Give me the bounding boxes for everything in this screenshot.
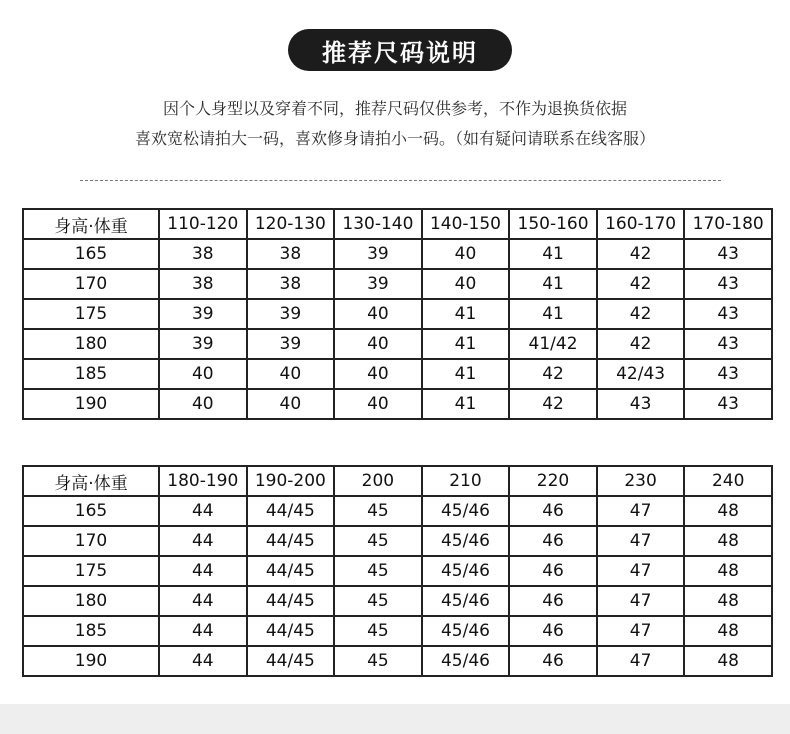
size-cell: 46 bbox=[509, 586, 597, 616]
size-cell: 42 bbox=[509, 389, 597, 419]
table-header-row bbox=[23, 466, 772, 496]
height-cell: 170 bbox=[23, 526, 159, 556]
size-cell: 47 bbox=[597, 616, 685, 646]
size-cell: 48 bbox=[684, 586, 772, 616]
header-weight-range: 210 bbox=[422, 466, 510, 496]
height-cell: 185 bbox=[23, 616, 159, 646]
size-cell: 44/45 bbox=[247, 526, 335, 556]
size-cell: 44 bbox=[159, 586, 247, 616]
size-cell: 41 bbox=[509, 299, 597, 329]
size-cell: 46 bbox=[509, 526, 597, 556]
table-row bbox=[23, 496, 772, 526]
size-cell: 45 bbox=[334, 616, 422, 646]
dashed-divider bbox=[80, 180, 721, 181]
table-row bbox=[23, 616, 772, 646]
size-cell: 44 bbox=[159, 496, 247, 526]
header-weight-range: 130-140 bbox=[334, 209, 422, 239]
table-row bbox=[23, 586, 772, 616]
header-weight-range: 190-200 bbox=[247, 466, 335, 496]
header-weight-range: 220 bbox=[509, 466, 597, 496]
table-row bbox=[23, 526, 772, 556]
size-cell: 45/46 bbox=[422, 526, 510, 556]
header-weight-range: 180-190 bbox=[159, 466, 247, 496]
size-cell: 38 bbox=[247, 269, 335, 299]
size-cell: 39 bbox=[159, 299, 247, 329]
size-cell: 47 bbox=[597, 526, 685, 556]
size-cell: 45/46 bbox=[422, 496, 510, 526]
header-weight-range: 200 bbox=[334, 466, 422, 496]
height-cell: 190 bbox=[23, 389, 159, 419]
size-cell: 46 bbox=[509, 646, 597, 676]
size-cell: 45/46 bbox=[422, 646, 510, 676]
table-row bbox=[23, 299, 772, 329]
size-cell: 39 bbox=[159, 329, 247, 359]
size-table-2 bbox=[22, 465, 773, 677]
size-cell: 40 bbox=[334, 329, 422, 359]
size-cell: 41 bbox=[509, 269, 597, 299]
size-cell: 44/45 bbox=[247, 496, 335, 526]
size-note-fit-advice: 喜欢宽松请拍大一码，喜欢修身请拍小一码。（如有疑问请联系在线客服） bbox=[134, 129, 655, 148]
size-cell: 44/45 bbox=[247, 646, 335, 676]
table-row bbox=[23, 359, 772, 389]
size-cell: 43 bbox=[684, 269, 772, 299]
size-cell: 38 bbox=[247, 239, 335, 269]
header-weight-range: 240 bbox=[684, 466, 772, 496]
size-cell: 48 bbox=[684, 646, 772, 676]
size-cell: 42 bbox=[597, 299, 685, 329]
size-cell: 44/45 bbox=[247, 616, 335, 646]
header-height-weight: 身高·体重 bbox=[23, 466, 159, 496]
size-cell: 47 bbox=[597, 586, 685, 616]
size-cell: 45 bbox=[334, 646, 422, 676]
size-note-disclaimer: 因个人身型以及穿着不同，推荐尺码仅供参考，不作为退换货依据 bbox=[162, 99, 627, 118]
size-cell: 40 bbox=[422, 239, 510, 269]
size-cell: 43 bbox=[684, 239, 772, 269]
table-row bbox=[23, 556, 772, 586]
height-cell: 175 bbox=[23, 556, 159, 586]
size-cell: 41 bbox=[422, 389, 510, 419]
size-cell: 45/46 bbox=[422, 616, 510, 646]
size-cell: 44 bbox=[159, 646, 247, 676]
size-cell: 41 bbox=[422, 359, 510, 389]
table-row bbox=[23, 646, 772, 676]
height-cell: 180 bbox=[23, 329, 159, 359]
size-cell: 43 bbox=[684, 359, 772, 389]
height-cell: 170 bbox=[23, 269, 159, 299]
size-cell: 40 bbox=[159, 359, 247, 389]
size-cell: 48 bbox=[684, 526, 772, 556]
size-cell: 44 bbox=[159, 616, 247, 646]
size-cell: 44/45 bbox=[247, 556, 335, 586]
size-cell: 42 bbox=[597, 239, 685, 269]
size-cell: 42/43 bbox=[597, 359, 685, 389]
size-cell: 48 bbox=[684, 556, 772, 586]
size-cell: 40 bbox=[247, 389, 335, 419]
size-cell: 44 bbox=[159, 556, 247, 586]
size-cell: 44 bbox=[159, 526, 247, 556]
size-cell: 45 bbox=[334, 556, 422, 586]
height-cell: 185 bbox=[23, 359, 159, 389]
height-cell: 175 bbox=[23, 299, 159, 329]
size-cell: 41/42 bbox=[509, 329, 597, 359]
bottom-band bbox=[0, 704, 790, 734]
size-cell: 43 bbox=[684, 299, 772, 329]
size-cell: 40 bbox=[159, 389, 247, 419]
table-header-row bbox=[23, 209, 772, 239]
table-row bbox=[23, 239, 772, 269]
size-cell: 47 bbox=[597, 496, 685, 526]
size-cell: 47 bbox=[597, 646, 685, 676]
size-cell: 40 bbox=[334, 299, 422, 329]
size-cell: 45/46 bbox=[422, 556, 510, 586]
header-weight-range: 170-180 bbox=[684, 209, 772, 239]
size-cell: 41 bbox=[509, 239, 597, 269]
size-cell: 40 bbox=[334, 359, 422, 389]
size-cell: 43 bbox=[597, 389, 685, 419]
size-cell: 46 bbox=[509, 556, 597, 586]
size-cell: 39 bbox=[334, 269, 422, 299]
header-height-weight: 身高·体重 bbox=[23, 209, 159, 239]
size-cell: 39 bbox=[247, 329, 335, 359]
height-cell: 190 bbox=[23, 646, 159, 676]
size-table-1 bbox=[22, 208, 773, 420]
page-title: 推荐尺码说明 bbox=[288, 29, 512, 71]
size-cell: 39 bbox=[334, 239, 422, 269]
header-weight-range: 230 bbox=[597, 466, 685, 496]
size-cell: 43 bbox=[684, 329, 772, 359]
size-cell: 40 bbox=[334, 389, 422, 419]
size-cell: 44/45 bbox=[247, 586, 335, 616]
height-cell: 165 bbox=[23, 496, 159, 526]
size-cell: 42 bbox=[509, 359, 597, 389]
table-row bbox=[23, 269, 772, 299]
size-cell: 42 bbox=[597, 329, 685, 359]
header-weight-range: 160-170 bbox=[597, 209, 685, 239]
size-cell: 40 bbox=[247, 359, 335, 389]
size-cell: 38 bbox=[159, 239, 247, 269]
header-weight-range: 120-130 bbox=[247, 209, 335, 239]
size-cell: 46 bbox=[509, 616, 597, 646]
size-cell: 45 bbox=[334, 586, 422, 616]
size-cell: 43 bbox=[684, 389, 772, 419]
size-cell: 45 bbox=[334, 496, 422, 526]
size-cell: 45/46 bbox=[422, 586, 510, 616]
table-row bbox=[23, 329, 772, 359]
header-weight-range: 150-160 bbox=[509, 209, 597, 239]
size-cell: 39 bbox=[247, 299, 335, 329]
size-cell: 47 bbox=[597, 556, 685, 586]
table-row bbox=[23, 389, 772, 419]
size-cell: 48 bbox=[684, 496, 772, 526]
size-cell: 41 bbox=[422, 329, 510, 359]
size-cell: 38 bbox=[159, 269, 247, 299]
header-weight-range: 140-150 bbox=[422, 209, 510, 239]
size-cell: 45 bbox=[334, 526, 422, 556]
size-cell: 46 bbox=[509, 496, 597, 526]
size-cell: 48 bbox=[684, 616, 772, 646]
height-cell: 180 bbox=[23, 586, 159, 616]
size-cell: 41 bbox=[422, 299, 510, 329]
header-weight-range: 110-120 bbox=[159, 209, 247, 239]
size-cell: 40 bbox=[422, 269, 510, 299]
height-cell: 165 bbox=[23, 239, 159, 269]
size-cell: 42 bbox=[597, 269, 685, 299]
